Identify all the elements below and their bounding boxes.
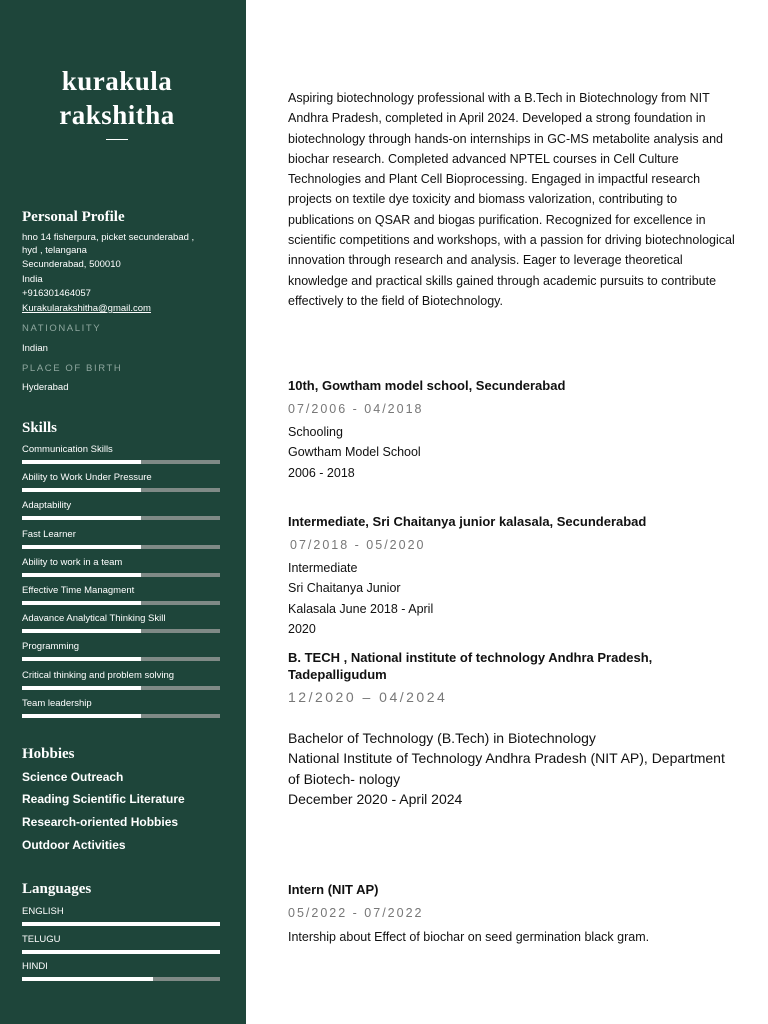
skill-level-fill [22,545,141,549]
skill-level-bar [22,460,220,464]
detail-line: 2020 [288,621,316,636]
skill-label: Fast Learner [22,528,76,540]
skill-level-fill [22,601,141,605]
address-line1: hno 14 fisherpura, picket secunderabad , [22,232,195,243]
birth-place-label: PLACE OF BIRTH [22,363,123,374]
skill-label: Effective Time Managment [22,585,135,596]
skill-label: Ability to Work Under Pressure [22,472,152,484]
skill-level-bar [22,601,220,605]
education-title: 10th, Gowtham model school, Secunderabad [288,378,566,393]
nationality-value: Indian [22,343,48,354]
candidate-name [0,64,234,132]
hobby-item: Research-oriented Hobbies [22,815,179,829]
skill-item [22,556,220,577]
education-date: 12/2020 – 04/2024 [288,689,448,705]
skill-item [22,612,220,633]
skill-item [22,471,220,492]
language-level-bar [22,950,220,954]
skill-level-fill [22,488,141,492]
language-level-bar [22,977,220,981]
address-line2: hyd , telangana [22,245,87,256]
language-level-fill [22,950,220,954]
language-label: HINDI [22,961,48,972]
education-details [288,728,738,809]
skill-label: Ability to work in a team [22,556,123,568]
skill-level-bar [22,629,220,633]
detail-line: Intership about Effect of biochar on seed germination black gram. [288,930,650,944]
skill-label: Programming [22,641,80,653]
name-divider [106,139,128,140]
skill-level-bar [22,516,220,520]
detail-line: Kalasala June 2018 - April [288,601,434,616]
hobby-item: Outdoor Activities [22,838,126,852]
skill-level-bar [22,657,220,661]
birth-place-value: Hyderabad [22,382,69,393]
language-label: ENGLISH [22,906,64,917]
skill-level-fill [22,629,141,633]
skill-item [22,697,220,718]
skill-item [22,640,220,661]
skill-label: Team leadership [22,697,92,709]
phone: +916301464057 [22,288,91,299]
language-level-bar [22,922,220,926]
detail-line: National Institute of Technology Andhra Pradesh (NIT AP), Department of Biotech- nology [288,750,725,787]
experience-details [288,927,738,947]
personal-profile-title: Personal Profile [22,209,125,225]
skill-label: Adavance Analytical Thinking Skill [22,613,166,625]
skill-item [22,443,220,464]
skill-level-fill [22,460,141,464]
country: India [22,274,43,285]
skill-level-fill [22,516,141,520]
skill-level-fill [22,686,141,690]
language-item [22,960,220,981]
skill-level-bar [22,545,220,549]
education-title: Intermediate, Sri Chaitanya junior kalasala, Secunderabad [288,514,647,529]
detail-line: Intermediate [288,561,358,575]
languages-title: Languages [22,881,92,897]
education-date: 07/2006 - 04/2018 [288,402,424,416]
experience-date: 05/2022 - 07/2022 [288,906,424,920]
profile-summary: Aspiring biotechnology professional with a B.Tech in Biotechnology from NIT Andhra Pradesh, completed in April 2024. Developed a strong foundation in biotechnology through hands-on internships in GC-MS metabolite analysis and biochar research. Completed advanced NPTEL courses in Cell Culture Technologies and Plant Cell Bioprocessing. Engaged in impactful research projects on textile dye toxicity and biomass valorization, contributing to publications on QSAR and biogas purification. Recognized for excellence in scientific competitions and workshops, with a passion for driving biotechnological innovation through research and analysis. Eager to leverage theoretical knowledge and practical skills gained through academic pursuits to contribute effectively to the field of Biotechnology. [288,91,735,308]
skill-level-bar [22,714,220,718]
skill-level-bar [22,573,220,577]
skill-label: Critical thinking and problem solving [22,669,175,681]
hobby-item: Science Outreach [22,770,124,784]
detail-line: Sri Chaitanya Junior [288,581,401,596]
skills-title: Skills [22,420,58,436]
skill-level-fill [22,714,141,718]
hobbies-title: Hobbies [22,746,75,762]
skill-level-fill [22,573,141,577]
name-line1: kurakula [61,66,173,96]
detail-line: Gowtham Model School [288,445,421,460]
detail-line: December 2020 - April 2024 [288,790,463,807]
language-level-fill [22,977,153,981]
detail-line: Bachelor of Technology (B.Tech) in Biotechnology [288,730,596,746]
skill-item [22,669,220,690]
language-level-fill [22,922,220,926]
skill-label: Communication Skills [22,444,113,455]
name-line2: rakshitha [59,100,175,130]
education-title: B. TECH , National institute of technology Andhra Pradesh, Tadepalligudum [288,650,653,682]
experience-title: Intern (NIT AP) [288,882,379,897]
language-item [22,933,220,954]
skill-label: Adaptability [22,500,72,512]
detail-line: Schooling [288,425,343,439]
education-date: 07/2018 - 05/2020 [290,538,426,552]
nationality-label: NATIONALITY [22,323,102,334]
skill-level-bar [22,488,220,492]
education-details [288,422,738,483]
skill-item [22,528,220,549]
skill-item [22,584,220,605]
language-item [22,905,220,926]
hobby-item: Reading Scientific Literature [22,792,185,806]
detail-line: 2006 - 2018 [288,465,355,480]
skill-level-fill [22,657,141,661]
language-label: TELUGU [22,933,61,945]
skill-level-bar [22,686,220,690]
email-link[interactable]: Kurakularakshitha@gmail.com [22,303,151,314]
education-details [288,558,738,639]
skill-item [22,499,220,520]
sidebar [0,0,246,1024]
city: Secunderabad, 500010 [22,259,121,270]
